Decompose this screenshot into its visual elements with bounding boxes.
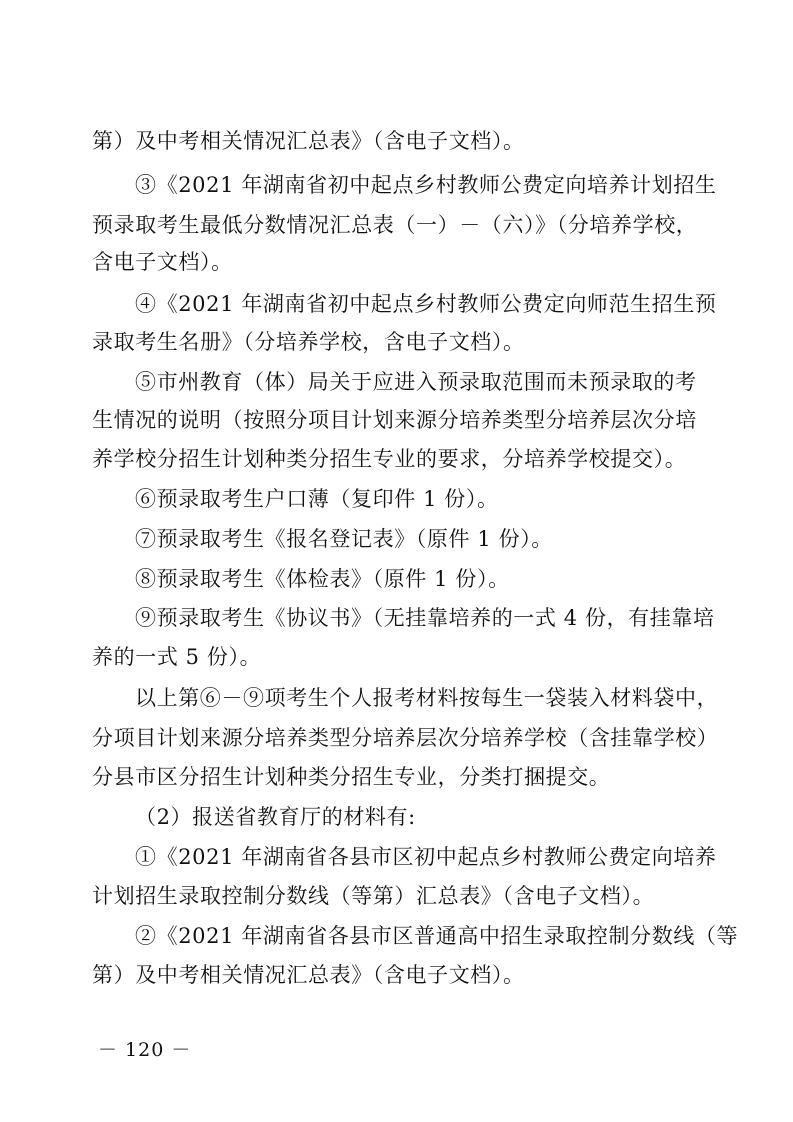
page-number: － 120 －	[98, 1039, 192, 1061]
text-line: ②《2021 年湖南省各县市区普通高中招生录取控制分数线（等	[135, 924, 739, 948]
text-line: 养学校分招生计划种类分招生专业的要求，分培养学校提交）。	[92, 447, 687, 471]
text-line: 分县市区分招生计划种类分招生专业，分类打捆提交。	[92, 765, 611, 789]
text-line: ⑤市州教育（体）局关于应进入预录取范围而未预录取的考	[135, 370, 697, 394]
text-line: ⑧预录取考生《体检表》（原件 1 份）。	[135, 567, 510, 591]
text-line: 第）及中考相关情况汇总表》（含电子文档）。	[92, 129, 525, 153]
text-line: 分项目计划来源分培养类型分培养层次分培养学校（含挂靠学校）	[92, 726, 719, 750]
text-line: ③《2021 年湖南省初中起点乡村教师公费定向培养计划招生	[135, 173, 717, 197]
text-line: 生情况的说明（按照分项目计划来源分培养类型分培养层次分培	[92, 408, 697, 432]
text-line: ⑥预录取考生户口薄（复印件 1 份）。	[135, 487, 499, 511]
text-line: 录取考生名册》（分培养学校，含电子文档）。	[92, 330, 525, 354]
text-line: ⑦预录取考生《报名登记表》（原件 1 份）。	[135, 527, 553, 551]
text-line: （2）报送省教育厅的材料有:	[135, 805, 416, 829]
text-line: 含电子文档）。	[92, 250, 233, 274]
text-line: 第）及中考相关情况汇总表》（含电子文档）。	[92, 963, 525, 987]
text-line: ①《2021 年湖南省各县市区初中起点乡村教师公费定向培养	[135, 845, 717, 869]
text-line: 计划招生录取控制分数线（等第）汇总表》（含电子文档）。	[92, 884, 655, 908]
text-line: 养的一式 5 份）。	[92, 645, 262, 669]
text-line: ⑨预录取考生《协议书》（无挂靠培养的一式 4 份，有挂靠培	[135, 606, 715, 630]
text-line: 以上第⑥－⑨项考生个人报考材料按每生一袋装入材料袋中，	[135, 686, 719, 710]
text-line: 预录取考生最低分数情况汇总表（一）－（六）》（分培养学校，	[92, 213, 698, 237]
text-line: ④《2021 年湖南省初中起点乡村教师公费定向师范生招生预	[135, 292, 717, 316]
